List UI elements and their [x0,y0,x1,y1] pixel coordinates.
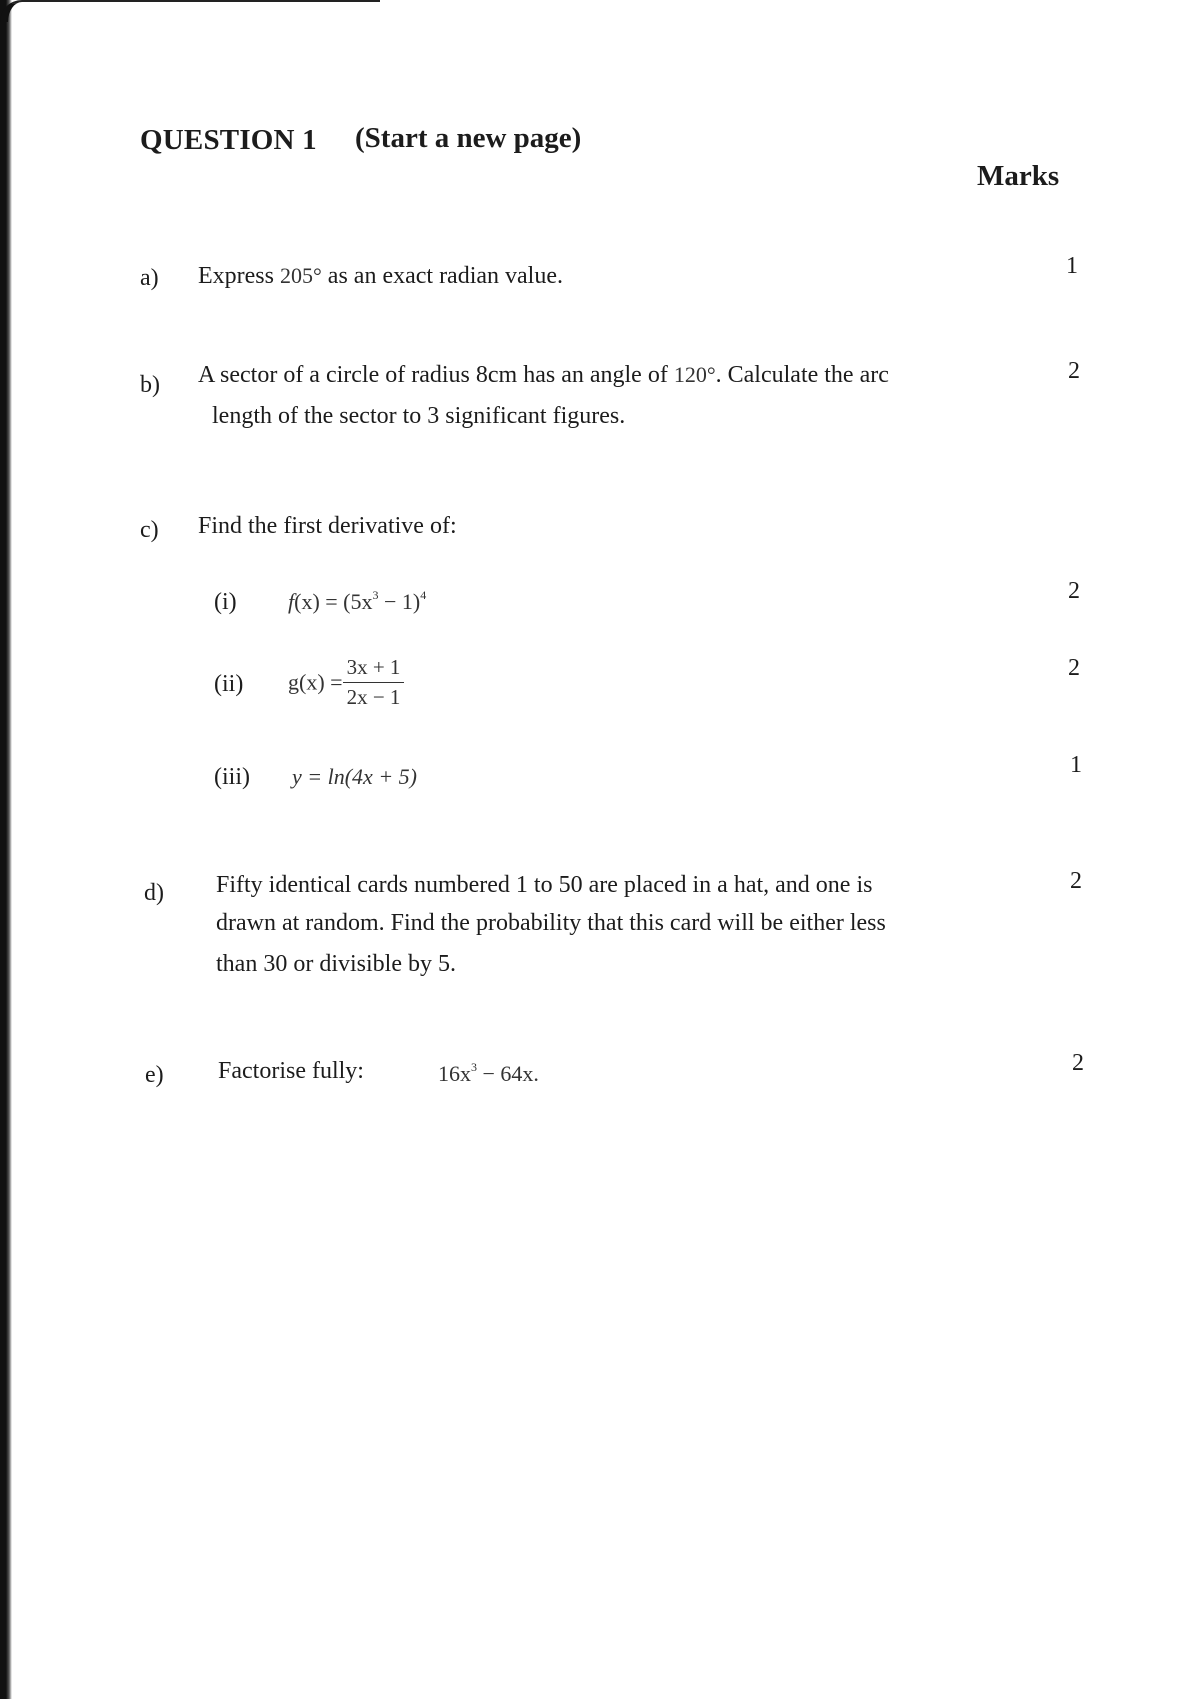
item-c-i-label: (i) [214,589,237,615]
item-c-i-mark: 2 [1068,578,1080,604]
scan-edge-left [0,0,12,1699]
item-b-line1: A sector of a circle of radius 8cm has an angle of 120°. Calculate the arc [198,362,889,388]
item-d-label: d) [144,880,164,906]
item-e-label: e) [145,1062,164,1088]
item-d-mark: 2 [1070,868,1082,894]
item-b-label: b) [140,372,160,398]
item-d-line3: than 30 or divisible by 5. [216,951,456,977]
item-a-math: 205° [279,263,322,288]
item-c-iii-mark: 1 [1070,752,1082,778]
item-b-mark: 2 [1068,358,1080,384]
scan-edge-top [0,0,380,22]
question-title: QUESTION 1 [140,124,317,156]
marks-header: Marks [977,160,1060,192]
fraction-numerator: 3x + 1 [343,655,405,683]
item-c-iii-label: (iii) [214,764,250,790]
item-a-text: Express 205° as an exact radian value. [198,263,564,289]
item-d-line2: drawn at random. Find the probability that this card will be either less [216,910,886,936]
item-c-ii-fraction [343,655,405,710]
item-c-iii-expr: y = ln(4x + 5) [292,764,417,789]
item-c-ii-expr: g(x) = $\frac{3x + 1}{2x - 1}$ [288,655,404,710]
fraction-denominator: 2x − 1 [346,685,401,709]
item-e-mark: 2 [1072,1050,1084,1076]
question-subtitle: (Start a new page) [355,122,582,154]
item-c-i-expr: $f(x) = (5x^3 - 1)^4$ [288,588,427,614]
item-c-ii-mark: 2 [1068,655,1080,681]
item-a-label: a) [140,265,159,291]
item-b-line2: length of the sector to 3 significant figures. [212,403,626,429]
item-e-text: Factorise fully: [218,1058,364,1084]
item-e-math: $16x^3 - 64x$. [438,1060,539,1086]
item-a-mark: 1 [1066,253,1078,279]
item-d-line1: Fifty identical cards numbered 1 to 50 are placed in a hat, and one is [216,872,873,898]
item-c-label: c) [140,517,159,543]
item-c-ii-label: (ii) [214,671,244,697]
item-c-text: Find the first derivative of: [198,513,457,539]
item-b-math: 120° [673,362,716,387]
